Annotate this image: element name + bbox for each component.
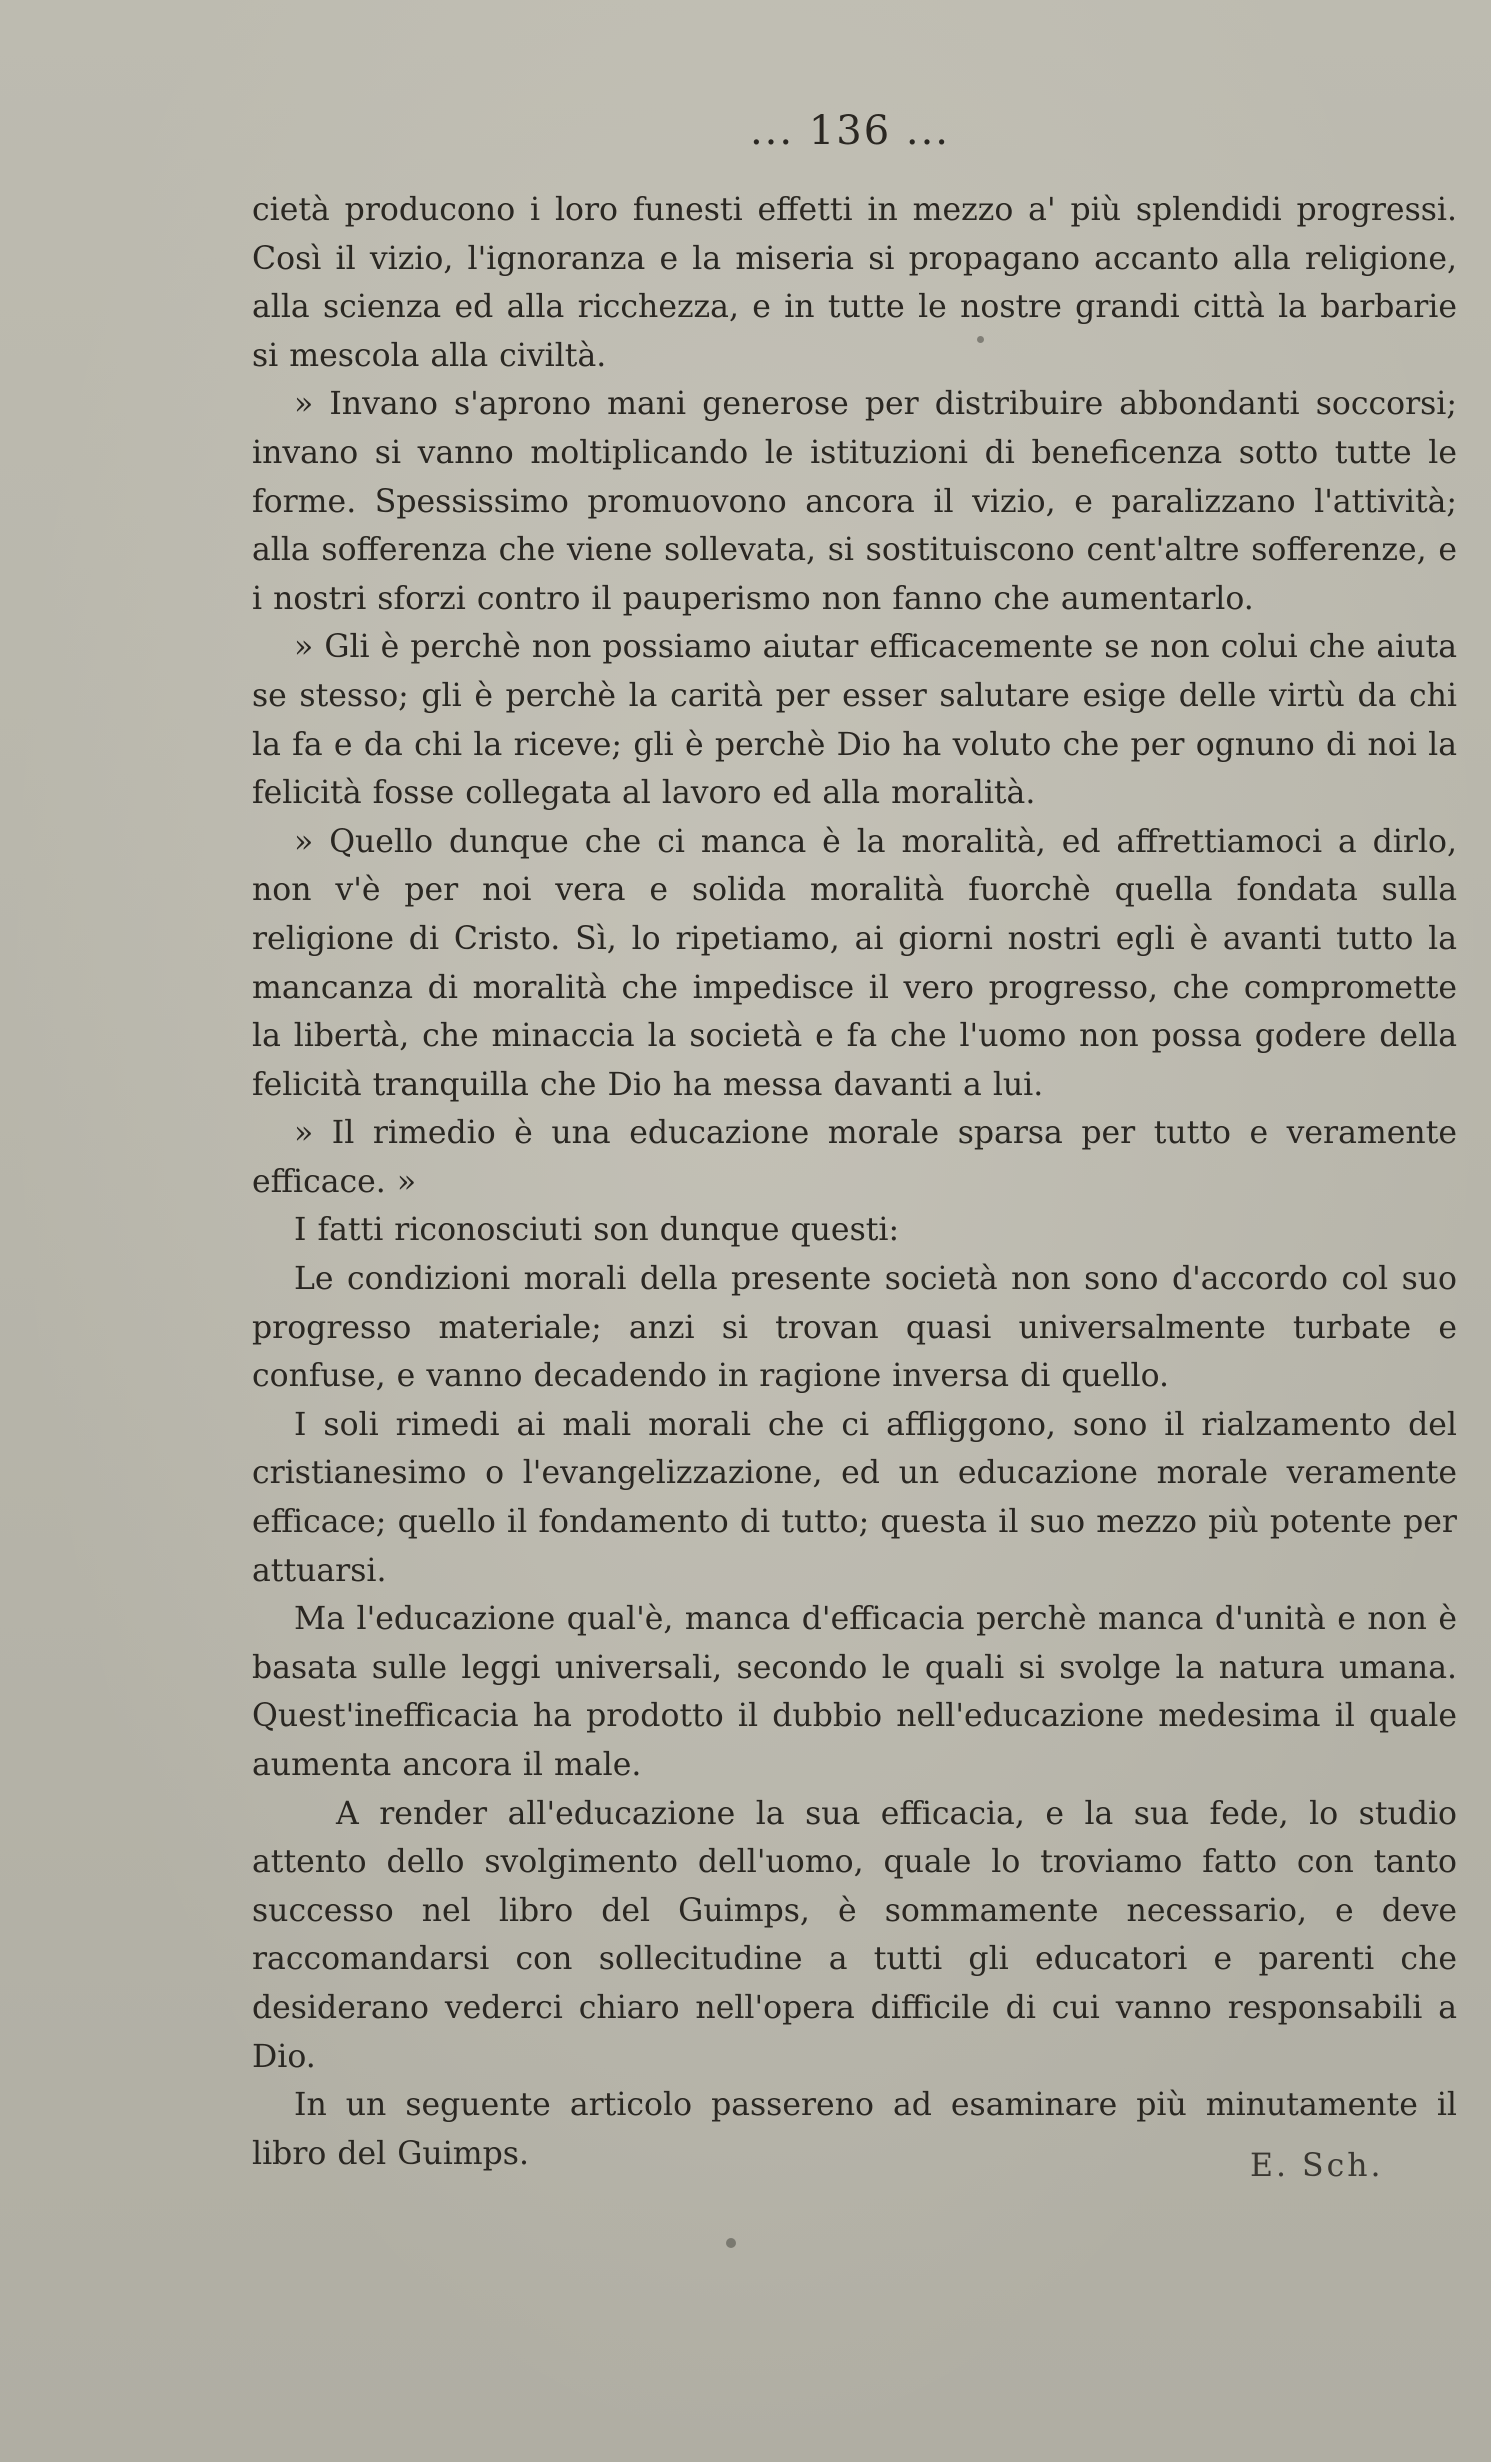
ink-speck: [726, 2238, 736, 2248]
paragraph: Le condizioni morali della presente società non sono d'accordo col suo progresso materiale; anzi si trovan quasi universalmente turbate e confuse, e vanno decadendo in ragione inversa di quello.: [252, 1261, 1457, 1395]
paragraph: » Invano s'aprono mani generose per distribuire abbondanti soccorsi; invano si vanno moltiplicando le istituzioni di beneficenza sotto tutte le forme. Spessissimo promuovono ancora il vizio, e paralizzano l'attività; alla sofferenza che viene sollevata, si sostituiscono cent'altre sofferenze, e i nostri sforzi contro il pauperismo non fanno che aumentarlo.: [252, 386, 1457, 617]
paragraph: » Il rimedio è una educazione morale sparsa per tutto e veramente efficace. »: [252, 1115, 1457, 1200]
paragraph: In un seguente articolo passereno ad esaminare più minutamente il libro del Guimps.: [252, 2087, 1457, 2172]
paragraph: I soli rimedi ai mali morali che ci affliggono, sono il rialzamento del cristianesimo o l'evangelizzazione, ed un educazione morale veramente efficace; quello il fondamento di tutto; questa il suo mezzo più potente per attuarsi.: [252, 1406, 1457, 1589]
paragraph: » Gli è perchè non possiamo aiutar efficacemente se non colui che aiuta se stesso; gli è perchè la carità per esser salutare esige delle virtù da chi la fa e da chi la riceve; gli è perchè Dio ha voluto che per ognuno di noi la felicità fosse collegata al lavoro ed alla moralità.: [252, 629, 1457, 812]
body-text: [252, 186, 1457, 2178]
paragraph: Ma l'educazione qual'è, manca d'efficacia perchè manca d'unità e non è basata sulle leggi universali, secondo le quali si svolge la natura umana. Quest'inefficacia ha prodotto il dubbio nell'educazione medesima il quale aumenta ancora il male.: [252, 1601, 1457, 1783]
page-number: ... 136 ...: [749, 108, 951, 154]
paragraph: I fatti riconosciuti son dunque questi:: [294, 1212, 900, 1249]
paragraph: cietà producono i loro funesti effetti in mezzo a' più splendidi progressi. Così il vizio, l'ignoranza e la miseria si propagano accanto alla religione, alla scienza ed alla ricchezza, e in tutte le nostre grandi città la barbarie si mescola alla civiltà.: [252, 192, 1457, 374]
paragraph: A render all'educazione la sua efficacia, e la sua fede, lo studio attento dello svolgimento dell'uomo, quale lo troviamo fatto con tanto successo nel libro del Guimps, è sommamente necessario, e deve raccomandarsi con sollecitudine a tutti gli educatori e parenti che desiderano vederci chiaro nell'opera difficile di cui vanno responsabili a Dio.: [252, 1795, 1457, 2075]
ink-speck: [977, 336, 984, 343]
author-signature: E. Sch.: [1250, 2148, 1384, 2184]
paragraph: » Quello dunque che ci manca è la moralità, ed affrettiamoci a dirlo, non v'è per noi vera e solida moralità fuorchè quella fondata sulla religione di Cristo. Sì, lo ripetiamo, ai giorni nostri egli è avanti tutto la mancanza di moralità che impedisce il vero progresso, che compromette la libertà, che minaccia la società e fa che l'uomo non possa godere della felicità tranquilla che Dio ha messa davanti a lui.: [252, 823, 1457, 1103]
